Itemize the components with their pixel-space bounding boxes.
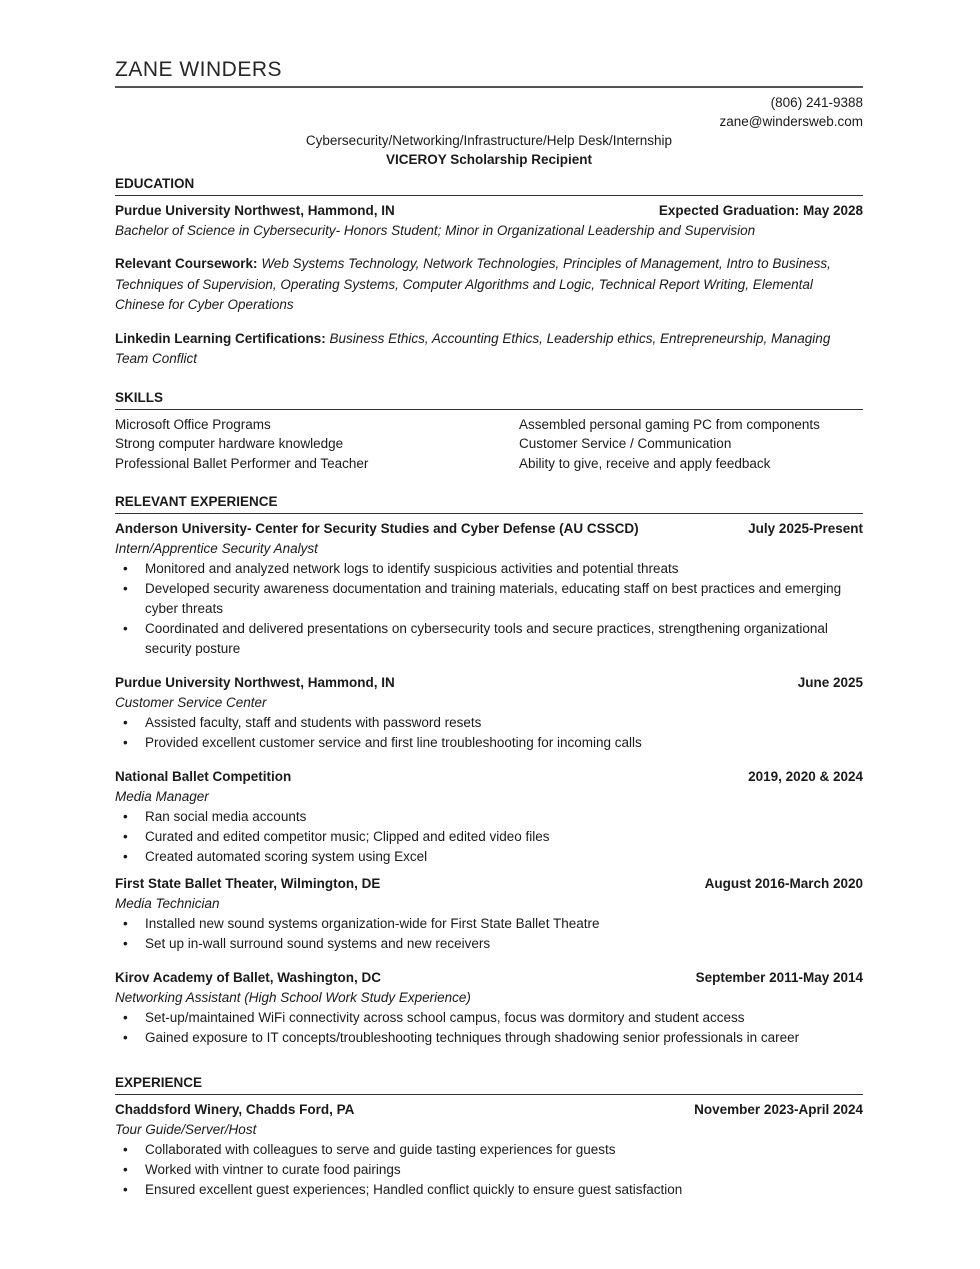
job-bullet [115, 713, 863, 733]
bullet-text: Developed security awareness documentation and training materials, educating staff on best practices and emerging cyber threats [145, 581, 842, 616]
bullet-icon [123, 713, 128, 733]
objective-line: Cybersecurity/Networking/Infrastructure/Help Desk/Internship [305, 133, 673, 148]
section-title-experience: EXPERIENCE [115, 1074, 863, 1095]
certifications-paragraph [115, 329, 863, 370]
job-header-row [115, 519, 863, 539]
page-title: ZANE WINDERS [115, 58, 283, 81]
bullet-icon [123, 1140, 128, 1160]
job-header-row [115, 1100, 863, 1120]
job-bullet [115, 934, 863, 954]
job-header-row [115, 767, 863, 787]
bullet-text: Coordinated and delivered presentations on cybersecurity tools and secure practices, strengthening organizational security posture [145, 621, 828, 656]
job-dates: September 2011-May 2014 [695, 970, 863, 985]
bullet-icon [123, 559, 128, 579]
bullet-icon [123, 1160, 128, 1180]
coursework-paragraph [115, 254, 863, 316]
company-name: National Ballet Competition [115, 769, 292, 784]
company-name: Chaddsford Winery, Chadds Ford, PA [115, 1102, 355, 1117]
bullet-text: Worked with vintner to curate food pairings [145, 1162, 401, 1177]
section-title-education: EDUCATION [115, 175, 863, 196]
email-address: zane@windersweb.com [719, 114, 863, 129]
bullet-text: Curated and edited competitor music; Clipped and edited video files [145, 829, 550, 844]
skill-item: Customer Service / Communication [519, 436, 732, 451]
coursework-list: Web Systems Technology, Network Technologies, Principles of Management, Intro to Business, Techniques of Supervision, Operating Systems, Computer Algorithms and Logic, Technical Report Writing, Elemental Chinese for Cyber Operations [115, 256, 831, 312]
name-divider [115, 86, 863, 88]
bullet-icon [123, 847, 128, 867]
school-name: Purdue University Northwest, Hammond, IN [115, 203, 395, 218]
company-name: First State Ballet Theater, Wilmington, DE [115, 876, 381, 891]
job-entry [115, 968, 863, 1048]
skill-item: Microsoft Office Programs [115, 416, 271, 432]
certifications-list: Business Ethics, Accounting Ethics, Leadership ethics, Entrepreneurship, Managing Team Conflict [115, 330, 831, 366]
bullet-icon [123, 934, 128, 954]
company-name: Kirov Academy of Ballet, Washington, DC [115, 970, 382, 985]
job-entry [115, 519, 863, 659]
job-role: Networking Assistant (High School Work Study Experience) [115, 990, 471, 1005]
bullet-text: Assisted faculty, staff and students with password resets [145, 715, 482, 730]
bullet-icon [123, 914, 128, 934]
skills-grid [115, 415, 863, 474]
job-dates: 2019, 2020 & 2024 [748, 769, 863, 784]
job-dates: August 2016-March 2020 [704, 876, 863, 891]
degree-line: Bachelor of Science in Cybersecurity- Honors Student; Minor in Organizational Leadership and Supervision [115, 223, 756, 238]
bullet-icon [123, 733, 128, 753]
bullet-icon [123, 1028, 128, 1048]
bullet-text: Collaborated with colleagues to serve and guide tasting experiences for guests [145, 1142, 616, 1157]
job-bullet [115, 1028, 863, 1048]
bullet-icon [123, 1180, 128, 1200]
skill-item: Professional Ballet Performer and Teacher [115, 455, 369, 471]
company-name: Anderson University- Center for Security Studies and Cyber Defense (AU CSSCD) [115, 521, 639, 536]
bullet-text: Provided excellent customer service and first line troubleshooting for incoming calls [145, 735, 642, 750]
company-name: Purdue University Northwest, Hammond, IN [115, 675, 395, 690]
job-entry [115, 874, 863, 954]
graduation-date: Expected Graduation: May 2028 [658, 203, 863, 218]
job-bullet [115, 827, 863, 847]
job-bullet [115, 1180, 863, 1200]
bullet-icon [123, 1008, 128, 1028]
job-bullet [115, 579, 863, 619]
bullet-text: Installed new sound systems organization-wide for First State Ballet Theatre [145, 916, 600, 931]
bullet-icon [123, 827, 128, 847]
job-role: Media Technician [115, 896, 220, 911]
bullet-icon [123, 807, 128, 827]
job-bullet [115, 1008, 863, 1028]
job-bullet [115, 1160, 863, 1180]
section-title-skills: SKILLS [115, 389, 863, 410]
bullet-text: Monitored and analyzed network logs to identify suspicious activities and potential threats [145, 561, 679, 576]
bullet-text: Gained exposure to IT concepts/troubleshooting techniques through shadowing senior professionals in career [145, 1030, 800, 1045]
job-entry [115, 1100, 863, 1200]
job-role: Customer Service Center [115, 695, 267, 710]
job-bullet [115, 619, 863, 659]
skill-item: Ability to give, receive and apply feedback [519, 455, 771, 471]
job-bullet [115, 559, 863, 579]
bullet-icon [123, 579, 128, 599]
job-bullet [115, 1140, 863, 1160]
job-dates: July 2025-Present [748, 521, 863, 536]
job-role: Media Manager [115, 789, 209, 804]
education-school-row [115, 201, 863, 221]
job-header-row [115, 968, 863, 988]
contact-block [115, 93, 863, 131]
job-header-row [115, 874, 863, 894]
scholarship-highlight: VICEROY Scholarship Recipient [385, 152, 593, 167]
bullet-text: Set-up/maintained WiFi connectivity across school campus, focus was dormitory and student access [145, 1010, 745, 1025]
skill-item: Strong computer hardware knowledge [115, 436, 344, 451]
job-entry [115, 673, 863, 753]
job-bullet [115, 733, 863, 753]
job-bullet [115, 914, 863, 934]
bullet-text: Created automated scoring system using Excel [145, 849, 428, 864]
job-entry [115, 767, 863, 867]
phone-number: (806) 241-9388 [770, 95, 863, 110]
certifications-label: Linkedin Learning Certifications: [115, 330, 326, 346]
bullet-text: Ensured excellent guest experiences; Handled conflict quickly to ensure guest satisfaction [145, 1182, 683, 1197]
job-bullet [115, 807, 863, 827]
coursework-label: Relevant Coursework: [115, 256, 258, 271]
skill-item: Assembled personal gaming PC from components [519, 416, 820, 432]
job-dates: November 2023-April 2024 [694, 1102, 863, 1117]
job-role: Tour Guide/Server/Host [115, 1122, 257, 1137]
job-dates: June 2025 [797, 675, 863, 690]
job-role: Intern/Apprentice Security Analyst [115, 541, 318, 556]
bullet-text: Set up in-wall surround sound systems and new receivers [145, 936, 491, 951]
section-title-relevant-experience: RELEVANT EXPERIENCE [115, 493, 863, 514]
job-bullet [115, 847, 863, 867]
bullet-text: Ran social media accounts [145, 809, 307, 824]
job-header-row [115, 673, 863, 693]
bullet-icon [123, 619, 128, 639]
